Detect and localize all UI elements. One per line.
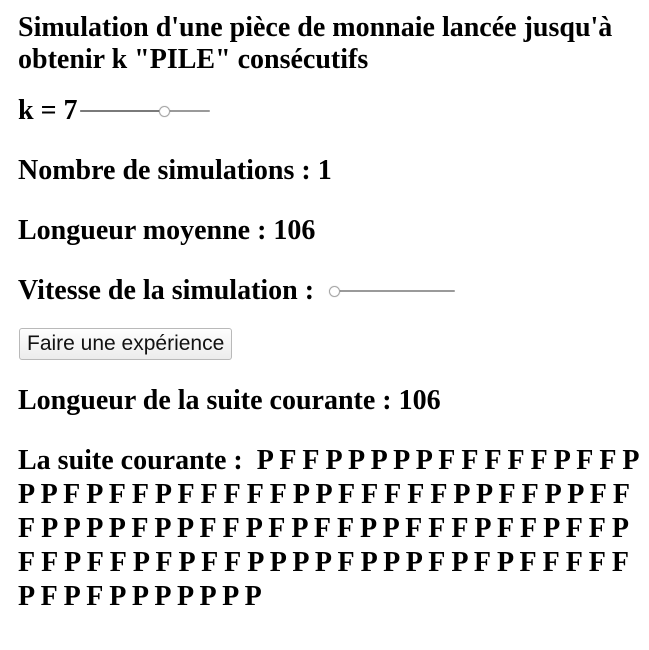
sequence-token: P bbox=[131, 581, 148, 612]
mean-length-row bbox=[18, 216, 631, 246]
sequence-token: F bbox=[246, 479, 263, 510]
sequence-token: P bbox=[86, 479, 102, 510]
simulations-label: Nombre de simulations : bbox=[18, 155, 318, 186]
sequence-token: F bbox=[155, 547, 172, 578]
sequence-token: P bbox=[453, 479, 469, 510]
current-length-value: 106 bbox=[398, 385, 441, 416]
sequence-token: P bbox=[292, 479, 309, 510]
sequence-token: F bbox=[131, 479, 148, 510]
sequence-token: P bbox=[63, 581, 80, 612]
sequence-token: P bbox=[315, 479, 331, 510]
sequence-token: P bbox=[63, 513, 80, 544]
sequence-token: F bbox=[588, 513, 605, 544]
sequence-token: F bbox=[201, 547, 218, 578]
sequence-token: F bbox=[428, 513, 445, 544]
simulations-value: 1 bbox=[317, 155, 332, 186]
sequence-token: F bbox=[336, 513, 354, 544]
sequence-token: F bbox=[63, 479, 80, 510]
sequence-token: F bbox=[131, 513, 148, 544]
sequence-token: F bbox=[18, 513, 35, 544]
sequence-token: F bbox=[223, 479, 240, 510]
sequence-token: F bbox=[40, 581, 57, 612]
sequence-token: P bbox=[393, 445, 409, 476]
sequence-token: P bbox=[244, 581, 262, 612]
sequence-token: P bbox=[348, 445, 364, 476]
sequence-token: F bbox=[199, 513, 216, 544]
sequence-token: P bbox=[567, 479, 583, 510]
sequence-token: F bbox=[109, 547, 126, 578]
sequence-token: P bbox=[543, 513, 559, 544]
current-length-row bbox=[18, 386, 631, 416]
current-length-label: Longueur de la suite courante : bbox=[18, 385, 399, 416]
sequence-token: P bbox=[291, 513, 307, 544]
sequence-token: F bbox=[498, 479, 515, 510]
speed-label: Vitesse de la simulation : bbox=[18, 275, 322, 306]
k-label: k = bbox=[18, 95, 64, 126]
sequence-token: P bbox=[611, 513, 628, 544]
speed-slider-track bbox=[329, 290, 455, 292]
sequence-token: F bbox=[338, 479, 355, 510]
sequence-token: P bbox=[415, 445, 432, 476]
k-value: 7 bbox=[63, 95, 78, 126]
sequence-token: P bbox=[544, 479, 561, 510]
sequence-token: P bbox=[245, 513, 262, 544]
sequence-token: F bbox=[428, 547, 445, 578]
sequence-token: P bbox=[553, 445, 570, 476]
speed-slider-thumb[interactable] bbox=[329, 286, 340, 297]
sequence-token: P bbox=[360, 547, 377, 578]
sequence-token: F bbox=[507, 445, 524, 476]
sequence-token: F bbox=[279, 445, 296, 476]
sequence-token: P bbox=[176, 513, 193, 544]
sequence-token: P bbox=[109, 581, 125, 612]
sequence-token: F bbox=[519, 547, 536, 578]
sequence-token: F bbox=[41, 547, 58, 578]
sequence-token: F bbox=[484, 445, 501, 476]
sequence-token: P bbox=[154, 479, 171, 510]
sequence-token: P bbox=[475, 479, 492, 510]
sequence-token: P bbox=[256, 445, 273, 476]
sequence-token: P bbox=[176, 581, 193, 612]
sequence-token: F bbox=[611, 547, 628, 578]
sequence-token: P bbox=[314, 547, 331, 578]
sequence-token: P bbox=[622, 445, 638, 476]
sequence-token: F bbox=[576, 445, 593, 476]
sequence-token: F bbox=[438, 445, 455, 476]
sequence-token: F bbox=[407, 479, 424, 510]
k-row bbox=[18, 96, 631, 126]
sequence-token: F bbox=[86, 547, 103, 578]
sequence-token: P bbox=[451, 547, 467, 578]
sequence-token: F bbox=[108, 479, 125, 510]
sequence-token: F bbox=[496, 513, 514, 544]
simulations-row bbox=[18, 156, 631, 186]
sequence-token: F bbox=[18, 547, 35, 578]
sequence-token: F bbox=[588, 547, 605, 578]
sequence-token: F bbox=[542, 547, 559, 578]
sequence-token: P bbox=[370, 445, 387, 476]
sequence-token: F bbox=[302, 445, 319, 476]
sequence-token: F bbox=[268, 513, 285, 544]
speed-row bbox=[18, 276, 631, 306]
sequence-token: F bbox=[405, 513, 422, 544]
sequence-token: F bbox=[565, 547, 582, 578]
sequence-token: F bbox=[361, 479, 378, 510]
sequence-token: F bbox=[86, 581, 103, 612]
mean-length-value: 106 bbox=[273, 215, 316, 246]
sequence-token: F bbox=[337, 547, 354, 578]
sequence-token: F bbox=[313, 513, 330, 544]
sequence-token: F bbox=[565, 513, 582, 544]
sequence-token: F bbox=[451, 513, 468, 544]
sequence-token: F bbox=[589, 479, 606, 510]
run-experiment-button[interactable]: Faire une expérience bbox=[19, 328, 232, 360]
sequence-token: P bbox=[41, 513, 57, 544]
current-sequence-label: La suite courante : bbox=[18, 445, 250, 476]
sequence-token: F bbox=[430, 479, 447, 510]
sequence-token: P bbox=[382, 513, 399, 544]
sequence-token: P bbox=[222, 581, 238, 612]
k-slider[interactable] bbox=[80, 104, 210, 118]
sequence-token: F bbox=[599, 445, 616, 476]
sequence-token: F bbox=[222, 513, 239, 544]
sequence-token: P bbox=[247, 547, 263, 578]
sequence-token: P bbox=[154, 513, 170, 544]
current-sequence bbox=[18, 444, 643, 614]
mean-length-label: Longueur moyenne : bbox=[18, 215, 274, 246]
sequence-token: F bbox=[269, 479, 286, 510]
sequence-token: P bbox=[360, 513, 376, 544]
sequence-token: P bbox=[292, 547, 308, 578]
sequence-token: P bbox=[18, 479, 34, 510]
sequence-token: P bbox=[18, 581, 34, 612]
sequence-token: F bbox=[520, 513, 537, 544]
sequence-token: F bbox=[473, 547, 490, 578]
page-title: Simulation d'une pièce de monnaie lancée jusqu'à obtenir k "PILE" consécutifs bbox=[18, 12, 613, 75]
sequence-token: P bbox=[474, 513, 490, 544]
sequence-token: F bbox=[200, 479, 217, 510]
sequence-token: P bbox=[64, 547, 80, 578]
sequence-token: P bbox=[269, 547, 286, 578]
sequence-token: P bbox=[178, 547, 195, 578]
sequence-token: P bbox=[40, 479, 57, 510]
sequence-token: F bbox=[177, 479, 194, 510]
sequence-token: P bbox=[405, 547, 422, 578]
sequence-token: P bbox=[325, 445, 342, 476]
sequence-token: F bbox=[384, 479, 401, 510]
sequence-token: F bbox=[521, 479, 538, 510]
speed-slider[interactable] bbox=[329, 284, 455, 298]
sequence-token: P bbox=[86, 513, 102, 544]
sequence-token: P bbox=[383, 547, 399, 578]
k-slider-fill bbox=[80, 110, 165, 112]
sequence-token: P bbox=[108, 513, 125, 544]
sequence-token: P bbox=[496, 547, 513, 578]
k-slider-thumb[interactable] bbox=[159, 106, 170, 117]
sequence-token: F bbox=[461, 445, 478, 476]
sequence-token: P bbox=[199, 581, 216, 612]
sequence-token: F bbox=[612, 479, 629, 510]
sequence-token: F bbox=[224, 547, 241, 578]
sequence-token: F bbox=[530, 445, 547, 476]
sequence-token: P bbox=[132, 547, 149, 578]
sequence-token: P bbox=[154, 581, 170, 612]
